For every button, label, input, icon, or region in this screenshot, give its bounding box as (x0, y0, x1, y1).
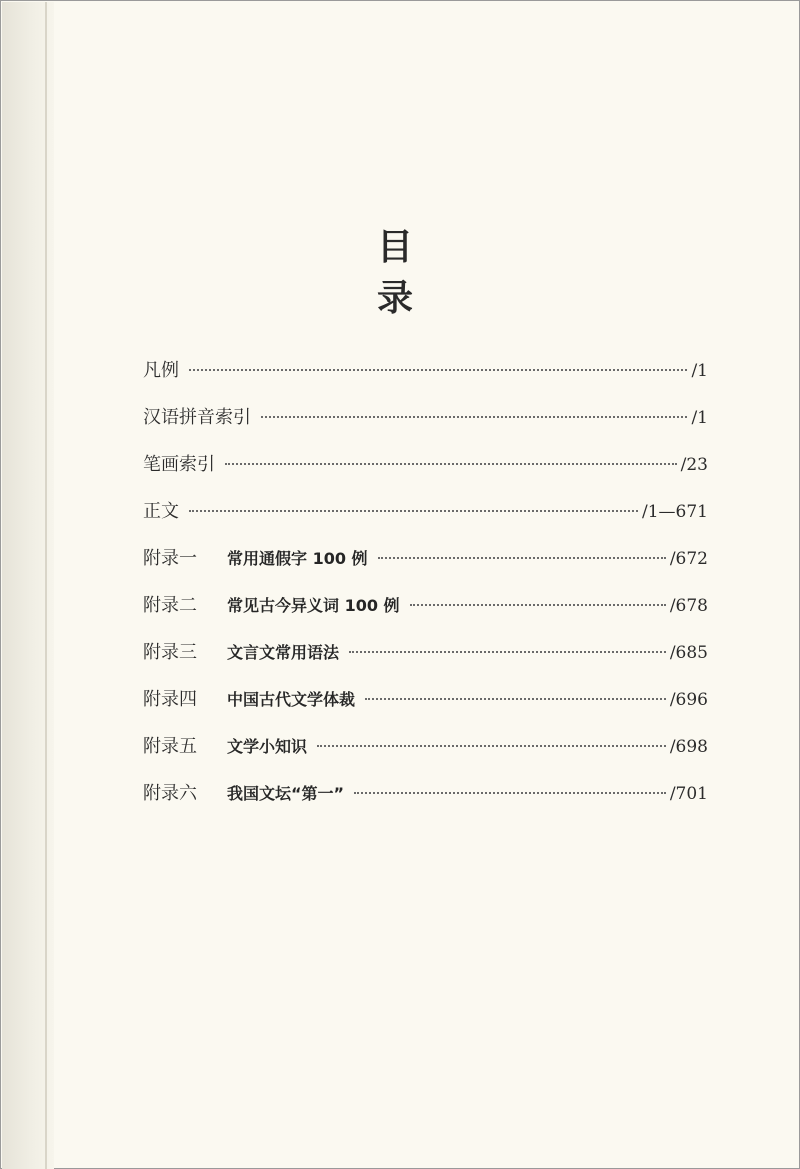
appendix-number: 附录三 (143, 642, 197, 663)
appendix-number: 附录二 (143, 595, 197, 616)
toc-entry-page: /698 (669, 737, 708, 757)
appendix-title: 常用通假字 100 例 (227, 549, 368, 568)
toc-entry-appendix-5[interactable] (143, 732, 708, 779)
dot-leader (410, 604, 666, 606)
toc-entry-label: 凡例 (143, 360, 179, 381)
toc-entry-label (143, 779, 350, 805)
toc-entry-label: 汉语拼音索引 (143, 407, 251, 428)
dot-leader (354, 792, 666, 794)
appendix-title: 文学小知识 (227, 737, 308, 756)
toc-entry-page: /672 (669, 549, 708, 569)
table-of-contents (143, 356, 708, 826)
dot-leader (365, 698, 666, 700)
toc-entry-page: /678 (669, 596, 708, 616)
toc-entry-appendix-3[interactable] (143, 638, 708, 685)
toc-entry-appendix-1[interactable] (143, 544, 708, 591)
dot-leader (261, 416, 687, 418)
toc-entry-page: /23 (680, 455, 708, 475)
toc-entry-label (143, 591, 406, 617)
toc-entry-label (143, 544, 374, 570)
toc-entry-fanli[interactable] (143, 356, 708, 403)
appendix-title: 我国文坛“第一” (227, 784, 345, 803)
appendix-number: 附录四 (143, 689, 197, 710)
toc-entry-appendix-2[interactable] (143, 591, 708, 638)
dot-leader (189, 510, 638, 512)
toc-entry-page: /685 (669, 643, 708, 663)
appendix-number: 附录一 (143, 548, 197, 569)
toc-entry-label: 笔画索引 (143, 454, 215, 475)
toc-entry-label (143, 685, 361, 711)
dot-leader (349, 651, 666, 653)
page-title: 目 录 (376, 226, 445, 319)
toc-entry-label (143, 732, 313, 758)
toc-entry-page: /696 (669, 690, 708, 710)
dot-leader (317, 745, 666, 747)
appendix-title: 文言文常用语法 (227, 643, 340, 662)
toc-entry-label: 正文 (143, 501, 179, 522)
toc-entry-page: /1 (691, 361, 708, 381)
spine-fold-line (45, 2, 47, 1169)
toc-entry-appendix-4[interactable] (143, 685, 708, 732)
toc-entry-label (143, 638, 345, 664)
toc-entry-stroke-index[interactable] (143, 450, 708, 497)
appendix-title: 中国古代文学体裁 (227, 690, 356, 709)
dot-leader (189, 369, 687, 371)
toc-entry-appendix-6[interactable] (143, 779, 708, 826)
appendix-number: 附录六 (143, 783, 197, 804)
toc-entry-pinyin-index[interactable] (143, 403, 708, 450)
dot-leader (378, 557, 666, 559)
toc-entry-main-text[interactable] (143, 497, 708, 544)
toc-entry-page: /1 (691, 408, 708, 428)
dot-leader (225, 463, 677, 465)
appendix-number: 附录五 (143, 736, 197, 757)
toc-entry-page: /1—671 (642, 502, 708, 522)
appendix-title: 常见古今异义词 100 例 (227, 596, 400, 615)
toc-entry-page: /701 (669, 784, 708, 804)
